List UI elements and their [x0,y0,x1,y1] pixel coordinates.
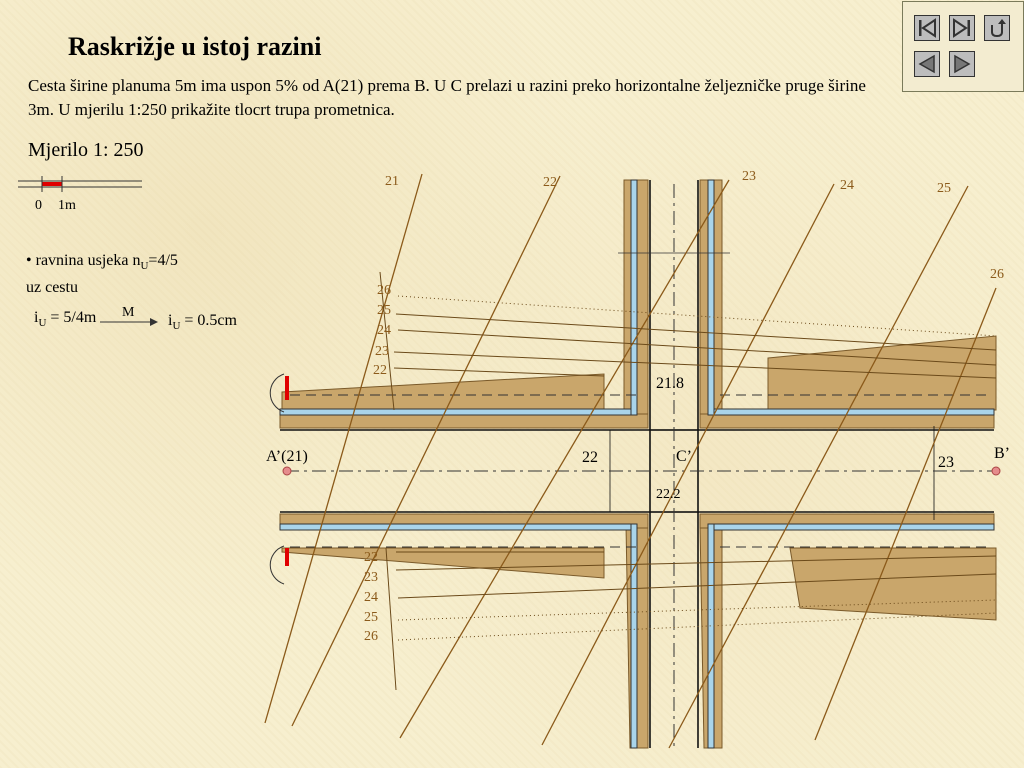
left-level-label: 22 [582,449,598,466]
road-edge-bottom-left [280,524,636,530]
point-a-label: A’(21) [266,448,308,465]
rail-edge-bottom-right [708,524,714,748]
road-edge-top-right [712,409,994,415]
contour-label: 21 [385,174,399,189]
ratio-left-value: = 5/4m [46,309,97,326]
contour-label: 24 [840,178,854,193]
scale-label: Mjerilo 1: 250 [28,139,144,161]
point-b-label: B’ [994,445,1010,462]
cut-slope-areas [280,180,996,748]
bullet: • [26,252,32,269]
point-c-label: C’ [676,448,692,465]
contour-labels [385,169,1004,282]
road-edge-top-left [280,409,636,415]
slope-labels-bottom [364,550,378,644]
slope-label: 26 [377,283,391,298]
task-text: Cesta širine planuma 5m ima uspon 5% od A(21) prema B. U C prelazi u razini preko horizontalne željezničke pruge širine 3m. U mjerilu 1:250 prikažite tlocrt trupa prometnica. [28,76,866,119]
page-title: Raskrižje u istoj razini [68,32,322,61]
scale-zero-label: 0 [35,198,42,213]
slope-guide-lines [380,272,996,690]
rail-top-level-label: 21.8 [656,375,684,392]
cut-note-suffix: =4/5 [148,252,178,269]
rail-edge-top-left [631,180,637,415]
right-level-label: 23 [938,454,954,471]
blue-edges [280,180,994,748]
point-a-marker [283,467,291,475]
road-shoulder-top-right [700,414,994,428]
slope-label: 24 [377,323,391,338]
scale-bar [18,176,142,192]
slope-label: 24 [364,590,378,605]
slope-labels-top [373,283,391,378]
cut-note-sub: U [140,260,149,273]
cut-note-line2: uz cestu [26,279,78,297]
ratio-right-symbol: i [168,312,173,329]
rail-edge-bottom-left [631,524,637,748]
ratio-arrow [100,318,158,326]
road-shoulder-top-left [280,414,648,428]
slope-label: 23 [375,344,389,359]
cut-note-prefix: ravnina usjeka n [35,252,141,269]
slope-label: 22 [364,550,378,565]
slope-label: 26 [364,629,378,644]
slope-label: 23 [364,570,378,585]
scale-one-meter-label: 1m [58,198,76,213]
slope-label: 25 [377,303,391,318]
contour-label: 25 [937,181,951,196]
contour-label: 26 [990,267,1004,282]
ratio-right-sub: U [172,320,181,333]
contour-label: 23 [742,169,756,184]
ratio-left-symbol: i [34,309,39,326]
ratio-right-value: = 0.5cm [180,312,237,329]
ratio-arrow-label: M [122,305,135,320]
point-b-marker [992,467,1000,475]
contour-22 [292,176,560,726]
road-edge-bottom-right [712,524,994,530]
rail-center-level-label: 22.2 [656,487,681,502]
slope-label: 22 [373,363,387,378]
ratio-left-sub: U [38,317,47,330]
cut-top-left [282,374,604,410]
slope-label: 25 [364,610,378,625]
contour-label: 22 [543,175,557,190]
